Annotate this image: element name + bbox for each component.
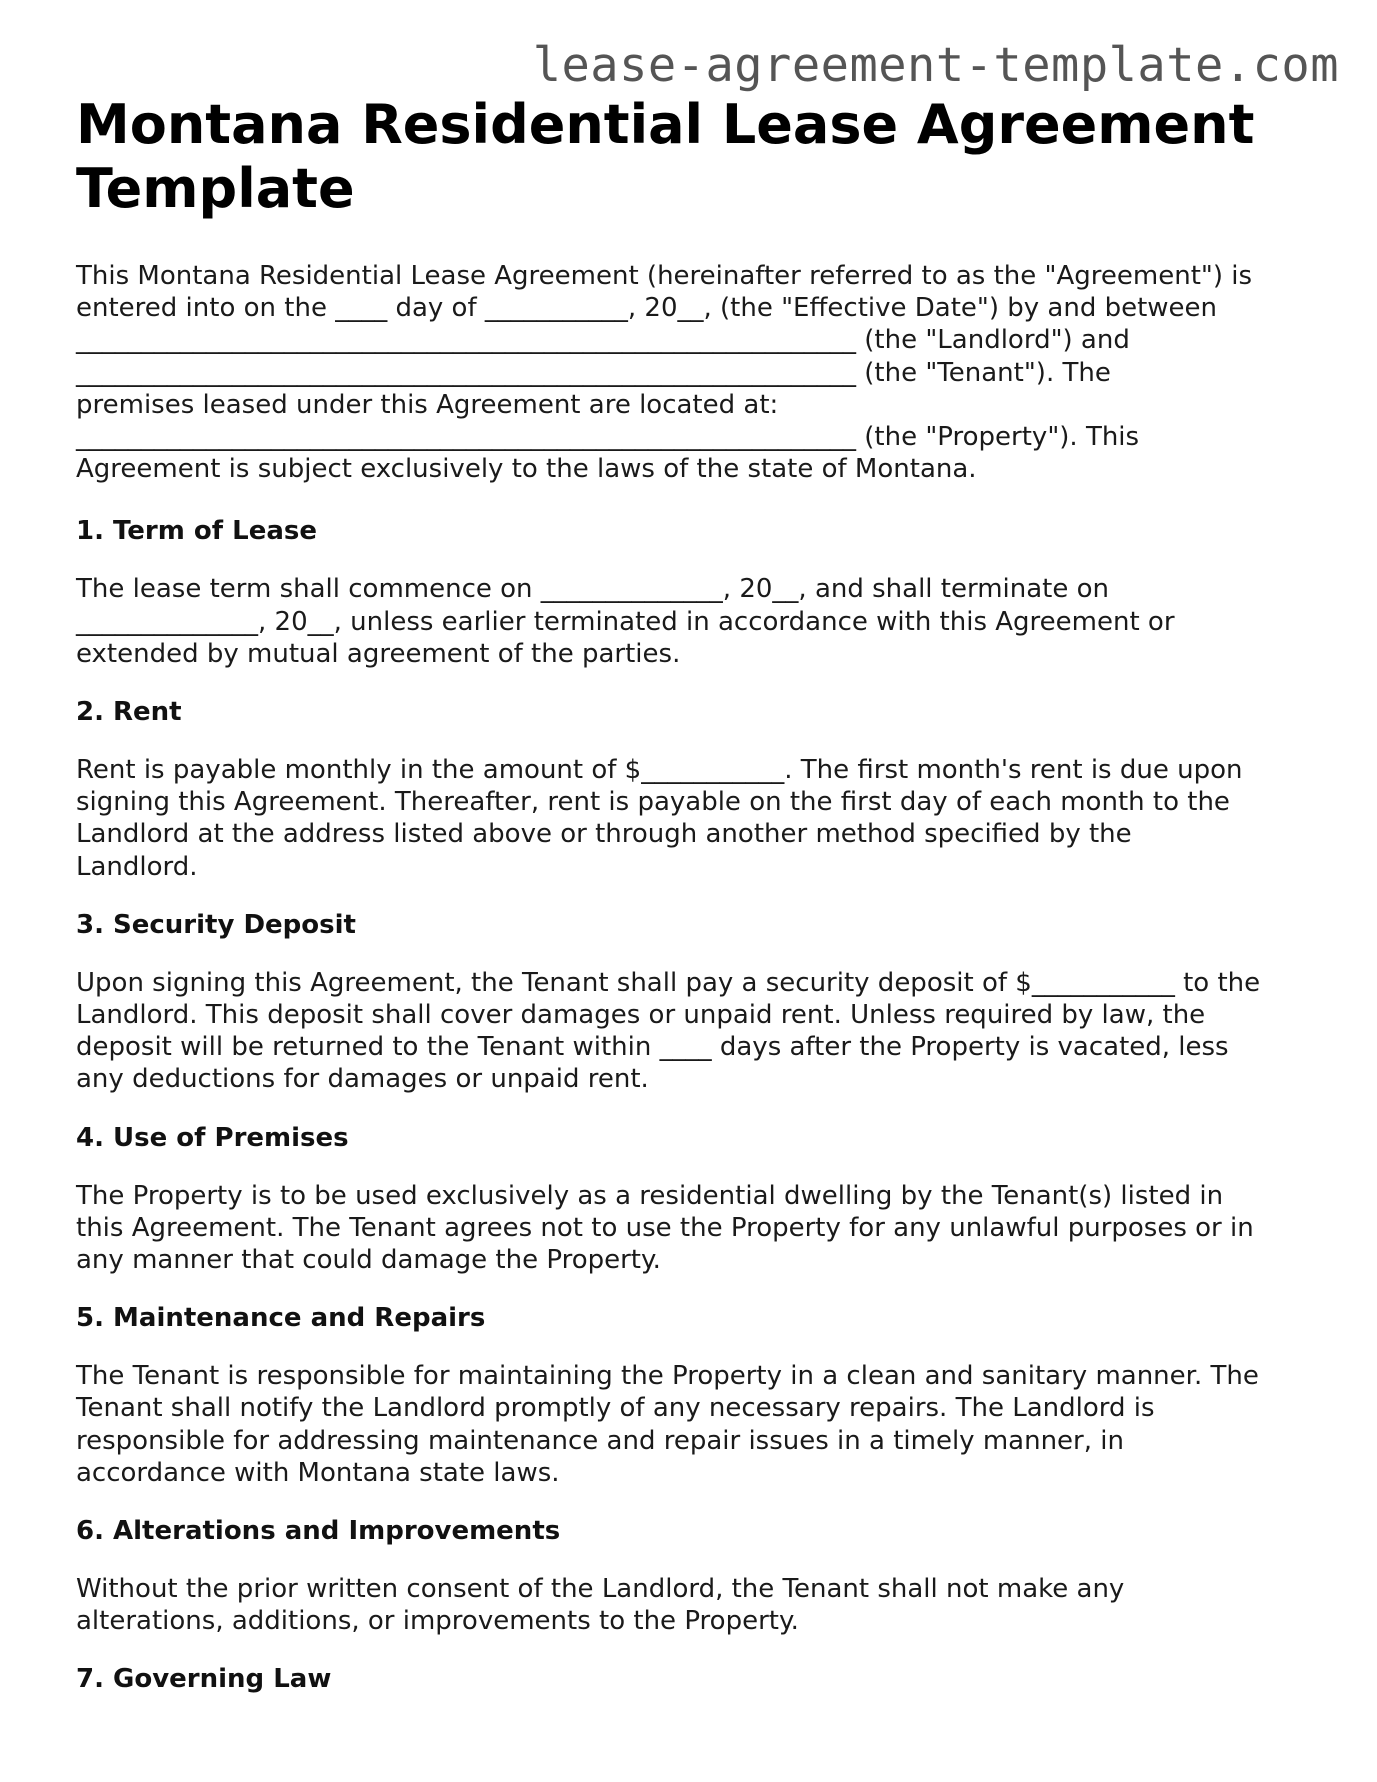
section-heading: 3. Security Deposit xyxy=(76,909,356,940)
site-watermark: lease-agreement-template.com xyxy=(532,38,1339,93)
section-use-of-premises xyxy=(76,1122,1316,1277)
document-body xyxy=(76,260,1316,1721)
section-paragraph: The lease term shall commence on ______________, 20__, and shall terminate on ______________, 20__, unless earlier terminated in accordance with this Agreement or extended by mutual agreement of the parties. xyxy=(76,574,1175,669)
section-paragraph: Upon signing this Agreement, the Tenant shall pay a security deposit of $___________ to the Landlord. This deposit shall cover damages or unpaid rent. Unless required by law, the deposit will be returned to the Tenant within ____ days after the Property is vacated, less any deductions for damages or unpaid rent. xyxy=(76,967,1261,1095)
page-title: Montana Residential Lease Agreement Template xyxy=(76,93,1255,220)
section-heading: 6. Alterations and Improvements xyxy=(76,1516,561,1547)
section-security-deposit xyxy=(76,909,1316,1096)
section-paragraph: Without the prior written consent of the Landlord, the Tenant shall not make any alterations, additions, or improvements to the Property. xyxy=(76,1574,1125,1637)
section-term-of-lease xyxy=(76,515,1316,670)
section-maintenance-and-repairs xyxy=(76,1302,1316,1489)
section-paragraph: The Tenant is responsible for maintaining the Property in a clean and sanitary manner. The Tenant shall notify the Landlord promptly of any necessary repairs. The Landlord is responsible for addressing maintenance and repair issues in a timely manner, in accordance with Montana state laws. xyxy=(76,1361,1259,1488)
section-heading: 1. Term of Lease xyxy=(76,516,317,547)
section-paragraph: Rent is payable monthly in the amount of $___________. The first month's rent is due upon signing this Agreement. Thereafter, rent is payable on the first day of each month to the Landlord at the address listed above or through another method specified by the Landlord. xyxy=(76,755,1243,882)
section-rent xyxy=(76,696,1316,883)
intro-paragraph: This Montana Residential Lease Agreement (hereinafter referred to as the "Agreement") is entered into on the ____ day of ___________, 20__, (the "Effective Date") by and between ____________________________________________________________ (the "Landlord") and ____________________________________________________________ (the "Tenant"). The premises leased under this Agreement are located at: ____________________________________________________________ (the "Property"). This Agreement is subject exclusively to the laws of the state of Montana. xyxy=(76,261,1253,485)
section-governing-law xyxy=(76,1663,1316,1695)
section-heading: 7. Governing Law xyxy=(76,1664,332,1695)
section-paragraph: The Property is to be used exclusively as a residential dwelling by the Tenant(s) listed in this Agreement. The Tenant agrees not to use the Property for any unlawful purposes or in any manner that could damage the Property. xyxy=(76,1180,1254,1276)
section-heading: 5. Maintenance and Repairs xyxy=(76,1303,486,1334)
section-heading: 4. Use of Premises xyxy=(76,1122,349,1153)
section-alterations-and-improvements xyxy=(76,1515,1316,1637)
section-heading: 2. Rent xyxy=(76,697,182,728)
